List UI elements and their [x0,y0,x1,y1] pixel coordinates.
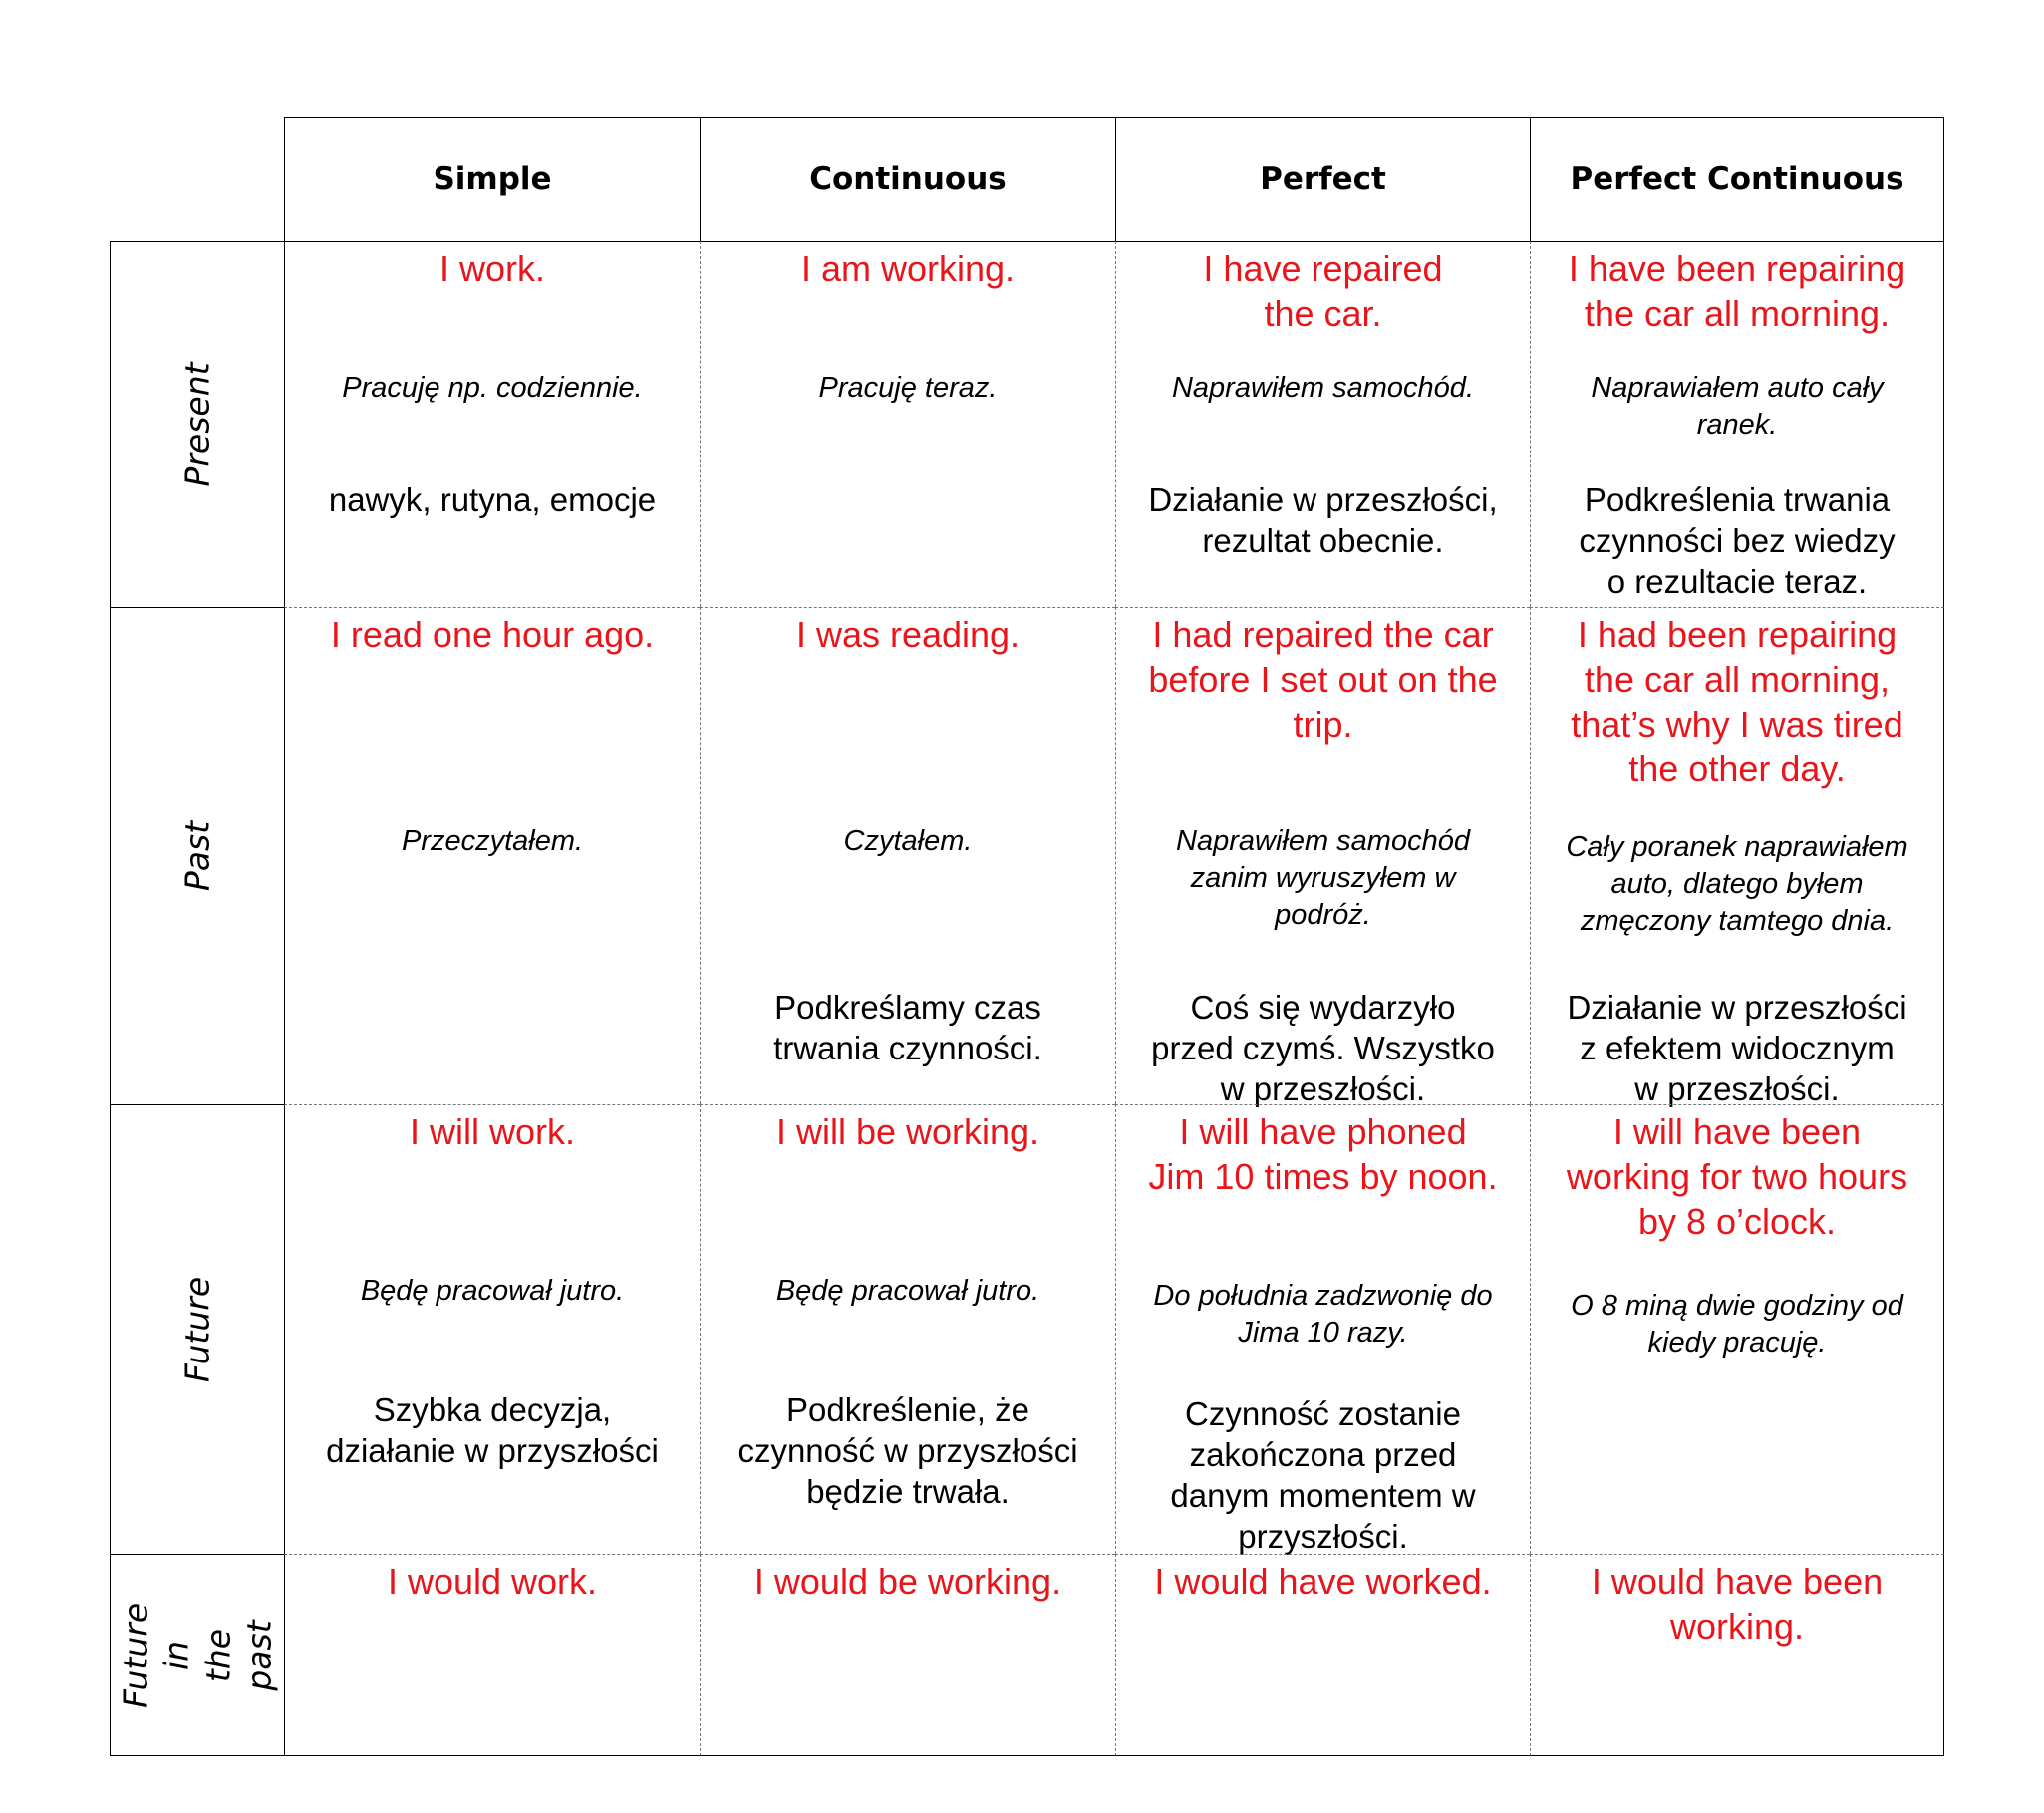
row-header-future [110,1104,284,1554]
column-header-continuous: Continuous [700,117,1115,241]
example-sentence: I would be working. [753,1561,1062,1602]
row-label: Present [177,362,217,487]
translation-text: Pracuję teraz. [818,372,998,404]
example-sentence: I would have worked. [1154,1561,1492,1602]
translation-text: Pracuję np. codziennie. [342,372,643,404]
row-label: Future in the past [116,1602,279,1708]
example-sentence: I read one hour ago. [330,614,655,655]
table-cell [1115,607,1530,1107]
translation-text: Będę pracował jutro. [775,1275,1040,1307]
table-cell [1115,241,1530,607]
row-label: Past [177,820,217,892]
example-sentence: I will have been working for two hours by 8 o’clock. [1566,1111,1908,1242]
usage-note: Czynność zostanie zakończona przed danym momentem w przyszłości. [1170,1395,1476,1555]
usage-note: Podkreślenie, że czynność w przyszłości będzie trwała. [737,1391,1078,1510]
table-cell [1115,1104,1530,1554]
table-cell [1530,1104,1944,1554]
usage-note: nawyk, rutyna, emocje [328,481,657,518]
translation-text: Naprawiałem auto cały ranek. [1591,372,1884,441]
table-cell [700,1554,1115,1756]
table-cell [700,607,1115,1104]
usage-note: Szybka decyzja, działanie w przyszłości [326,1391,659,1469]
usage-note: Działanie w przeszłości, rezultat obecnie. [1148,481,1498,559]
row-header-present [110,241,284,607]
column-header-perfect: Perfect [1115,117,1530,241]
translation-text: O 8 miną dwie godziny od kiedy pracuję. [1571,1290,1903,1359]
example-sentence: I have been repairing the car all morning. [1568,248,1906,334]
translation-text: Cały poranek naprawiałem auto, dlatego byłem zmęczony tamtego dnia. [1566,831,1908,937]
example-sentence: I will work. [409,1111,575,1152]
tenses-table [110,117,1944,1756]
table-cell [700,1104,1115,1554]
column-header-simple: Simple [284,117,700,241]
example-sentence: I had repaired the car before I set out on the trip. [1148,614,1498,745]
example-sentence: I would work. [387,1561,598,1602]
translation-text: Będę pracował jutro. [360,1275,625,1307]
table-cell [284,1104,700,1554]
row-label: Future [177,1276,217,1383]
example-sentence: I work. [438,248,545,289]
usage-note: Coś się wydarzyło przed czymś. Wszystko w przeszłości. [1151,989,1495,1107]
table-cell [284,1554,700,1756]
translation-text: Naprawiłem samochód. [1171,372,1474,404]
example-sentence: I would have been working. [1591,1561,1884,1647]
translation-text: Naprawiłem samochód zanim wyruszyłem w podróż. [1176,825,1470,931]
translation-text: Do południa zadzwonię do Jima 10 razy. [1153,1280,1493,1349]
usage-note: Działanie w przeszłości z efektem widocznym w przeszłości. [1567,989,1907,1107]
column-header-perfect-continuous: Perfect Continuous [1530,117,1944,241]
example-sentence: I was reading. [795,614,1021,655]
translation-text: Czytałem. [843,825,973,857]
table-cell [284,607,700,1104]
table-cell [1115,1554,1530,1756]
usage-note: Podkreślenia trwania czynności bez wiedzy o rezultacie teraz. [1579,481,1896,600]
table-corner [110,117,284,241]
usage-note: Podkreślamy czas trwania czynności. [773,989,1042,1066]
table-cell [1530,1554,1944,1756]
table-cell [1530,241,1944,607]
table-cell [1530,607,1944,1107]
table-cell [700,241,1115,607]
translation-text: Przeczytałem. [401,825,584,857]
example-sentence: I will have phoned Jim 10 times by noon. [1148,1111,1498,1197]
table-cell [284,241,700,607]
example-sentence: I had been repairing the car all morning, that’s why I was tired the other day. [1571,614,1903,789]
row-header-past [110,607,284,1104]
example-sentence: I have repaired the car. [1203,248,1443,334]
example-sentence: I am working. [800,248,1016,289]
row-header-future-in-the-past [110,1554,284,1756]
example-sentence: I will be working. [775,1111,1040,1152]
